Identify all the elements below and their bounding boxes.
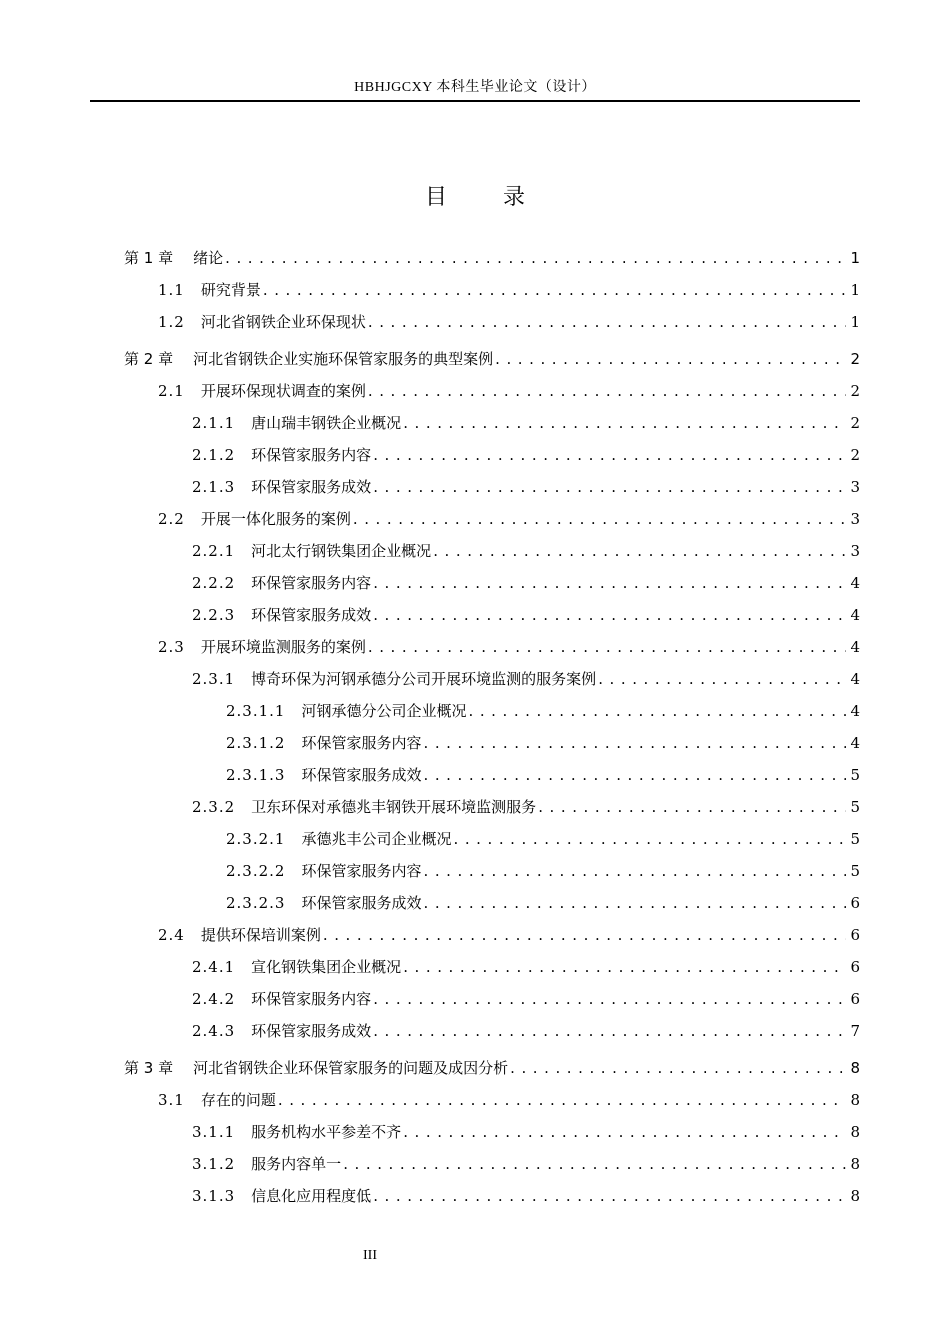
toc-dot-leader bbox=[278, 1084, 846, 1116]
toc-dot-leader bbox=[373, 1180, 846, 1212]
toc-entry-title: 河北省钢铁企业实施环保管家服务的典型案例 bbox=[193, 350, 494, 368]
table-of-contents bbox=[124, 242, 860, 1212]
toc-entry-title: 环保管家服务成效 bbox=[251, 478, 372, 496]
toc-entry-page: 2 bbox=[850, 446, 860, 464]
toc-entry-title: 环保管家服务成效 bbox=[301, 766, 422, 784]
toc-entry-title: 环保管家服务成效 bbox=[251, 1022, 372, 1040]
toc-entry-page: 4 bbox=[850, 702, 860, 720]
toc-entry-title: 存在的问题 bbox=[200, 1091, 276, 1109]
toc-dot-leader bbox=[368, 631, 846, 663]
toc-dot-leader bbox=[424, 759, 847, 791]
toc-entry-title: 环保管家服务内容 bbox=[251, 990, 372, 1008]
toc-entry-page: 8 bbox=[850, 1091, 860, 1109]
toc-dot-leader bbox=[424, 855, 847, 887]
toc-entry-title: 宣化钢铁集团企业概况 bbox=[251, 958, 402, 976]
toc-entry-title: 唐山瑞丰钢铁企业概况 bbox=[251, 414, 402, 432]
toc-entry-page: 6 bbox=[850, 990, 860, 1008]
toc-entry[interactable] bbox=[124, 567, 860, 599]
toc-entry[interactable] bbox=[124, 919, 860, 951]
toc-dot-leader bbox=[424, 727, 847, 759]
toc-entry[interactable] bbox=[124, 951, 860, 983]
toc-entry-title: 卫东环保对承德兆丰钢铁开展环境监测服务 bbox=[251, 798, 537, 816]
toc-entry-title: 研究背景 bbox=[200, 281, 261, 299]
toc-entry-number: 第 3 章 bbox=[124, 1059, 174, 1077]
toc-entry-number: 2.3.1.3 bbox=[226, 766, 286, 784]
toc-entry-page: 3 bbox=[850, 478, 860, 496]
toc-entry[interactable] bbox=[124, 1052, 860, 1084]
toc-entry-title: 河钢承德分公司企业概况 bbox=[301, 702, 467, 720]
toc-dot-leader bbox=[225, 242, 846, 274]
toc-entry-page: 8 bbox=[850, 1123, 860, 1141]
toc-entry[interactable] bbox=[124, 407, 860, 439]
toc-entry[interactable] bbox=[124, 1015, 860, 1047]
toc-dot-leader bbox=[510, 1052, 846, 1084]
toc-entry-page: 8 bbox=[850, 1155, 860, 1173]
toc-entry-page: 4 bbox=[850, 670, 860, 688]
toc-dot-leader bbox=[469, 695, 847, 727]
toc-entry-title: 环保管家服务内容 bbox=[251, 446, 372, 464]
toc-entry-number: 2.1.2 bbox=[192, 446, 236, 464]
toc-dot-leader bbox=[373, 983, 846, 1015]
toc-dot-leader bbox=[424, 887, 847, 919]
toc-title bbox=[0, 180, 950, 211]
toc-entry[interactable] bbox=[124, 343, 860, 375]
toc-entry-number: 2.4.1 bbox=[192, 958, 236, 976]
toc-entry[interactable] bbox=[124, 759, 860, 791]
toc-entry-title: 开展一体化服务的案例 bbox=[200, 510, 351, 528]
toc-entry-number: 2.3.1.2 bbox=[226, 734, 286, 752]
toc-entry-page: 4 bbox=[850, 734, 860, 752]
toc-entry-number: 2.3.1 bbox=[192, 670, 236, 688]
toc-dot-leader bbox=[403, 407, 846, 439]
toc-dot-leader bbox=[353, 503, 846, 535]
toc-dot-leader bbox=[373, 599, 846, 631]
toc-entry-title: 信息化应用程度低 bbox=[251, 1187, 372, 1205]
toc-entry-number: 3.1.2 bbox=[192, 1155, 236, 1173]
toc-dot-leader bbox=[454, 823, 847, 855]
toc-entry-page: 1 bbox=[850, 249, 860, 267]
toc-entry-number: 2.1 bbox=[158, 382, 185, 400]
toc-dot-leader bbox=[495, 343, 846, 375]
toc-entry[interactable] bbox=[124, 471, 860, 503]
toc-dot-leader bbox=[343, 1148, 846, 1180]
toc-entry-number: 2.3.2.1 bbox=[226, 830, 286, 848]
toc-entry[interactable] bbox=[124, 983, 860, 1015]
toc-entry[interactable] bbox=[124, 887, 860, 919]
toc-entry-title: 环保管家服务成效 bbox=[301, 894, 422, 912]
toc-entry[interactable] bbox=[124, 1180, 860, 1212]
toc-entry-page: 1 bbox=[850, 281, 860, 299]
toc-entry-number: 2.2.2 bbox=[192, 574, 236, 592]
toc-entry[interactable] bbox=[124, 274, 860, 306]
toc-entry[interactable] bbox=[124, 855, 860, 887]
toc-entry-number: 3.1.1 bbox=[192, 1123, 236, 1141]
page-number: III bbox=[363, 1248, 377, 1263]
toc-dot-leader bbox=[368, 375, 846, 407]
toc-entry-title: 绪论 bbox=[193, 249, 224, 267]
toc-entry-number: 3.1 bbox=[158, 1091, 185, 1109]
toc-entry-number: 2.2.1 bbox=[192, 542, 236, 560]
toc-entry-title: 博奇环保为河钢承德分公司开展环境监测的服务案例 bbox=[251, 670, 597, 688]
toc-entry-title: 环保管家服务成效 bbox=[251, 606, 372, 624]
toc-dot-leader bbox=[373, 1015, 846, 1047]
toc-entry[interactable] bbox=[124, 823, 860, 855]
toc-entry-page: 3 bbox=[850, 542, 860, 560]
toc-entry-number: 2.1.1 bbox=[192, 414, 236, 432]
toc-entry-page: 2 bbox=[850, 414, 860, 432]
toc-entry-page: 4 bbox=[850, 606, 860, 624]
toc-entry[interactable] bbox=[124, 1148, 860, 1180]
toc-entry-page: 1 bbox=[850, 313, 860, 331]
toc-entry-title: 服务机构水平参差不齐 bbox=[251, 1123, 402, 1141]
toc-entry-title: 环保管家服务内容 bbox=[301, 862, 422, 880]
toc-title-char-2: 录 bbox=[503, 185, 526, 210]
toc-entry[interactable] bbox=[124, 503, 860, 535]
toc-dot-leader bbox=[263, 274, 846, 306]
toc-entry-page: 2 bbox=[850, 350, 860, 368]
toc-entry-number: 2.2 bbox=[158, 510, 185, 528]
toc-entry[interactable] bbox=[124, 631, 860, 663]
toc-entry-page: 5 bbox=[850, 798, 860, 816]
toc-entry-title: 河北省钢铁企业环保现状 bbox=[200, 313, 366, 331]
toc-entry-title: 服务内容单一 bbox=[251, 1155, 342, 1173]
toc-entry-page: 4 bbox=[850, 574, 860, 592]
toc-title-char-1: 目 bbox=[424, 185, 447, 210]
toc-entry[interactable] bbox=[124, 375, 860, 407]
toc-entry[interactable] bbox=[124, 1084, 860, 1116]
toc-entry-number: 2.3.2.2 bbox=[226, 862, 286, 880]
toc-entry[interactable] bbox=[124, 1116, 860, 1148]
toc-entry-number: 2.3.1.1 bbox=[226, 702, 286, 720]
toc-entry-number: 3.1.3 bbox=[192, 1187, 236, 1205]
toc-entry-page: 5 bbox=[850, 830, 860, 848]
toc-entry-page: 4 bbox=[850, 638, 860, 656]
toc-entry-title: 河北省钢铁企业环保管家服务的问题及成因分析 bbox=[193, 1059, 509, 1077]
toc-dot-leader bbox=[403, 1116, 846, 1148]
toc-dot-leader bbox=[538, 791, 846, 823]
toc-entry-page: 5 bbox=[850, 766, 860, 784]
toc-entry-page: 6 bbox=[850, 926, 860, 944]
page-header: HBHJGCXY 本科生毕业论文（设计） bbox=[354, 80, 596, 95]
toc-dot-leader bbox=[373, 439, 846, 471]
toc-entry[interactable] bbox=[124, 439, 860, 471]
toc-entry[interactable] bbox=[124, 695, 860, 727]
toc-dot-leader bbox=[598, 663, 846, 695]
toc-entry-title: 开展环保现状调查的案例 bbox=[200, 382, 366, 400]
toc-entry-number: 2.4.3 bbox=[192, 1022, 236, 1040]
toc-entry-title: 环保管家服务内容 bbox=[301, 734, 422, 752]
toc-entry[interactable] bbox=[124, 242, 860, 274]
toc-dot-leader bbox=[373, 567, 846, 599]
toc-entry[interactable] bbox=[124, 599, 860, 631]
toc-entry[interactable] bbox=[124, 535, 860, 567]
toc-entry[interactable] bbox=[124, 663, 860, 695]
toc-entry-page: 7 bbox=[850, 1022, 860, 1040]
toc-entry-page: 8 bbox=[850, 1059, 860, 1077]
toc-entry-title: 承德兆丰公司企业概况 bbox=[301, 830, 452, 848]
header-rule bbox=[90, 100, 860, 102]
toc-entry-number: 1.2 bbox=[158, 313, 185, 331]
toc-entry-page: 6 bbox=[850, 894, 860, 912]
toc-entry-number: 第 1 章 bbox=[124, 249, 174, 267]
toc-entry-title: 环保管家服务内容 bbox=[251, 574, 372, 592]
toc-dot-leader bbox=[373, 471, 846, 503]
toc-entry-number: 2.2.3 bbox=[192, 606, 236, 624]
toc-entry-number: 2.4 bbox=[158, 926, 185, 944]
toc-dot-leader bbox=[323, 919, 846, 951]
toc-entry-title: 开展环境监测服务的案例 bbox=[200, 638, 366, 656]
toc-entry-number: 第 2 章 bbox=[124, 350, 174, 368]
toc-entry[interactable] bbox=[124, 306, 860, 338]
toc-entry-page: 2 bbox=[850, 382, 860, 400]
toc-entry-title: 河北太行钢铁集团企业概况 bbox=[251, 542, 432, 560]
toc-entry-page: 5 bbox=[850, 862, 860, 880]
toc-entry-page: 3 bbox=[850, 510, 860, 528]
toc-entry-title: 提供环保培训案例 bbox=[200, 926, 321, 944]
toc-entry-number: 2.3.2.3 bbox=[226, 894, 286, 912]
toc-entry-number: 2.4.2 bbox=[192, 990, 236, 1008]
toc-entry-number: 2.3.2 bbox=[192, 798, 236, 816]
toc-entry-page: 6 bbox=[850, 958, 860, 976]
toc-entry[interactable] bbox=[124, 791, 860, 823]
toc-dot-leader bbox=[433, 535, 846, 567]
toc-entry[interactable] bbox=[124, 727, 860, 759]
toc-dot-leader bbox=[368, 306, 846, 338]
toc-entry-number: 2.1.3 bbox=[192, 478, 236, 496]
toc-entry-number: 2.3 bbox=[158, 638, 185, 656]
toc-dot-leader bbox=[403, 951, 846, 983]
toc-entry-page: 8 bbox=[850, 1187, 860, 1205]
toc-entry-number: 1.1 bbox=[158, 281, 185, 299]
